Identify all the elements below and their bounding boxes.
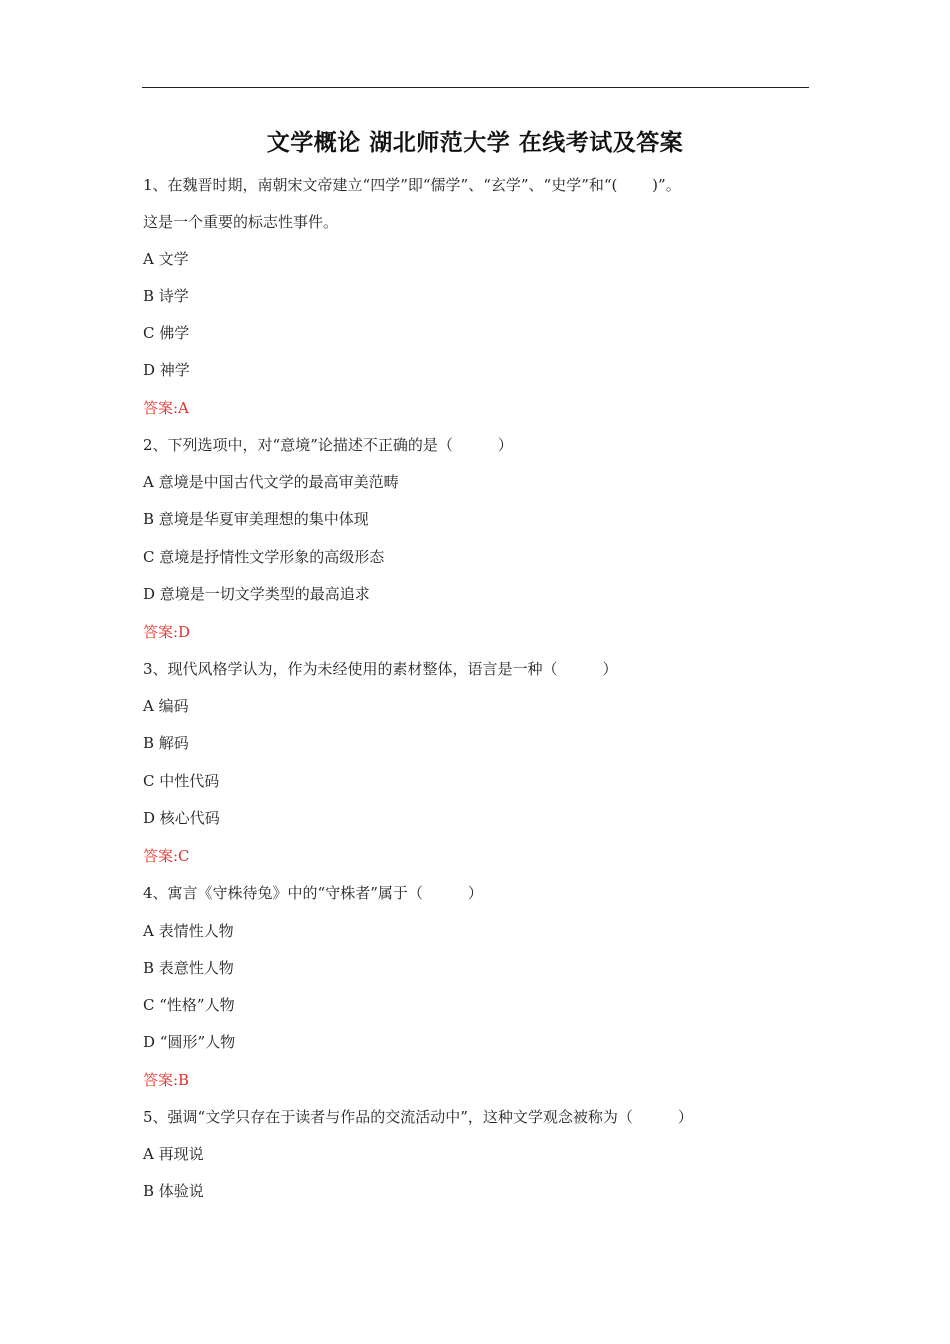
question-4-option-b: B 表意性人物 [143, 959, 234, 977]
question-5-option-a: A 再现说 [143, 1145, 204, 1163]
question-1-option-c: C 佛学 [143, 324, 190, 342]
question-2-stem: 2、下列选项中，对“意境”论描述不正确的是（ ） [143, 436, 513, 454]
question-1-option-d: D 神学 [143, 361, 190, 379]
question-1-option-a: A 文学 [143, 250, 189, 268]
question-3-stem: 3、现代风格学认为，作为未经使用的素材整体，语言是一种（ ） [143, 660, 618, 678]
question-2-option-a: A 意境是中国古代文学的最高审美范畴 [143, 473, 399, 491]
question-3-option-b: B 解码 [143, 734, 189, 752]
question-2-answer: 答案:D [143, 623, 191, 641]
question-5-option-b: B 体验说 [143, 1182, 204, 1200]
question-4-option-c: C “性格”人物 [143, 996, 235, 1014]
header-rule [142, 87, 809, 88]
question-1-answer: 答案:A [143, 399, 189, 417]
question-2-option-b: B 意境是华夏审美理想的集中体现 [143, 510, 369, 528]
question-3-option-a: A 编码 [143, 697, 189, 715]
question-4-option-a: A 表情性人物 [143, 922, 234, 940]
question-2-option-c: C 意境是抒情性文学形象的高级形态 [143, 548, 385, 566]
question-2-option-d: D 意境是一切文学类型的最高追求 [143, 585, 370, 603]
question-4-stem: 4、寓言《守株待兔》中的“守株者”属于（ ） [143, 884, 483, 902]
question-3-option-d: D 核心代码 [143, 809, 220, 827]
question-1-stem: 1、在魏晋时期，南朝宋文帝建立“四学”即“儒学”、“玄学”、“史学”和“( )”。 [143, 176, 681, 194]
question-3-option-c: C 中性代码 [143, 772, 220, 790]
document-title: 文学概论 湖北师范大学 在线考试及答案 [266, 130, 684, 156]
question-4-answer: 答案:B [143, 1071, 190, 1089]
question-1-stem-continued: 这是一个重要的标志性事件。 [143, 213, 339, 231]
question-4-option-d: D “圆形”人物 [143, 1033, 236, 1051]
question-5-stem: 5、强调“文学只存在于读者与作品的交流活动中”，这种文学观念被称为（ ） [143, 1108, 693, 1126]
question-3-answer: 答案:C [143, 847, 190, 865]
question-1-option-b: B 诗学 [143, 287, 189, 305]
